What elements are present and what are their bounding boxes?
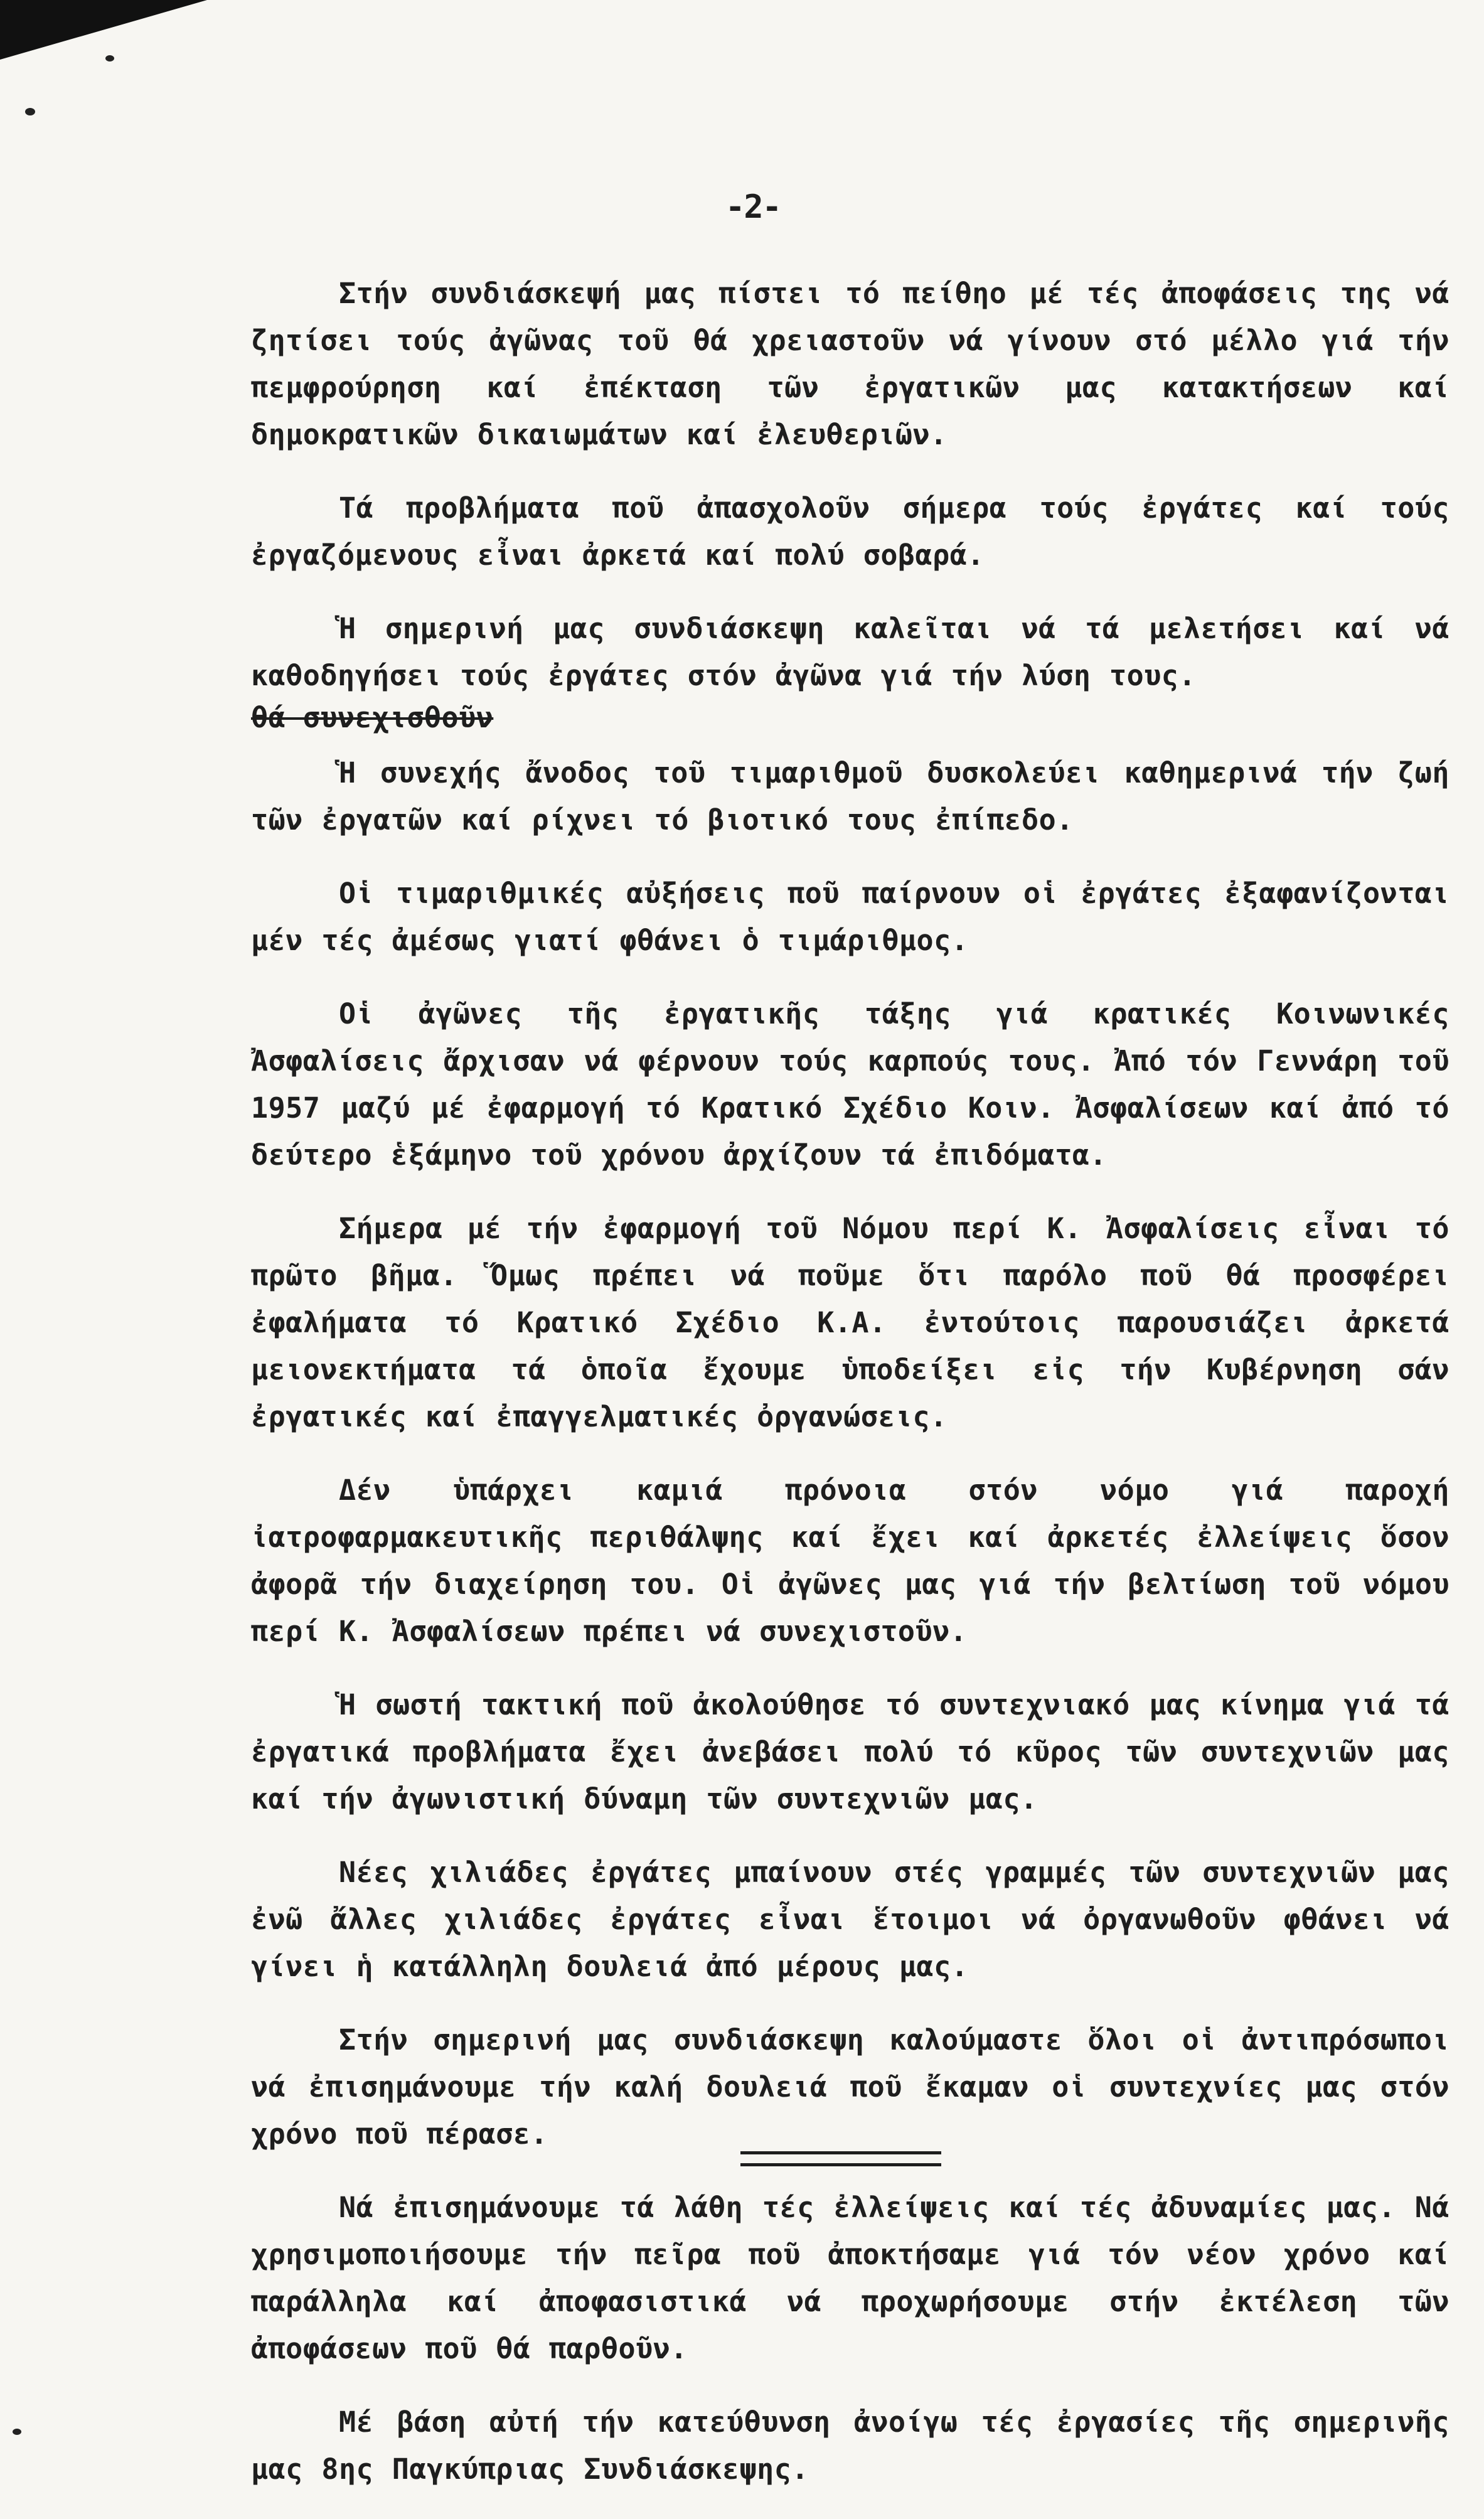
document-body	[251, 270, 1449, 2519]
paragraph-13: Μέ βάση αὐτή τήν κατεύθυνση ἀνοίγω τές ἐργασίες τῆς σημερινῆς μας 8ης Παγκύπριας Συνδιάσκεψης.	[251, 2405, 1449, 2486]
struck-through-line: θά συνεχισθοῦν	[251, 701, 494, 734]
paragraph-7: Σήμερα μέ τήν ἐφαρμογή τοῦ Νόμου περί Κ. Ἀσφαλίσεις εἶναι τό πρῶτο βῆμα. Ὅμως πρέπει νά ποῦμε ὅτι παρόλο ποῦ θά προσφέρει ἐφαλήματα τό Κρατικό Σχέδιο Κ.Α. ἐντούτοις παρουσιάζει ἀρκετά μειονεκτήματα τά ὁποῖα ἔχουμε ὑποδείξει εἰς τήν Κυβέρνηση σάν ἐργατικές καί ἐπαγγελματικές ὀργανώσεις.	[251, 1212, 1449, 1433]
paragraph-11: Στήν σημερινή μας συνδιάσκεψη καλούμαστε ὅλοι οἱ ἀντιπρόσωποι νά ἐπισημάνουμε τήν καλή δουλειά ποῦ ἔκαμαν οἱ συντεχνίες μας στόν χρόνο ποῦ πέρασε.	[251, 2023, 1449, 2151]
scan-speck	[25, 108, 35, 115]
paragraph-12: Νά ἐπισημάνουμε τά λάθη τές ἐλλείψεις καί τές ἀδυναμίες μας. Νά χρησιμοποιήσουμε τήν πεῖρα ποῦ ἀποκτήσαμε γιά τόν νέον χρόνο καί παράλληλα καί ἀποφασιστικά νά προχωρήσουμε στήν ἐκτέλεση τῶν ἀποφάσεων ποῦ θά παρθοῦν.	[251, 2191, 1449, 2365]
paragraph-9: Ἡ σωστή τακτική ποῦ ἀκολούθησε τό συντεχνιακό μας κίνημα γιά τά ἐργατικά προβλήματα ἔχει ἀνεβάσει πολύ τό κῦρος τῶν συντεχνιῶν μας καί τήν ἀγωνιστική δύναμη τῶν συντεχνιῶν μας.	[251, 1688, 1449, 1816]
paragraph-6: Οἱ ἀγῶνες τῆς ἐργατικῆς τάξης γιά κρατικές Κοινωνικές Ἀσφαλίσεις ἄρχισαν νά φέρνουν τούς καρπούς τους. Ἀπό τόν Γεννάρη τοῦ 1957 μαζύ μέ ἐφαρμογή τό Κρατικό Σχέδιο Κοιν. Ἀσφαλίσεων καί ἀπό τό δεύτερο ἑξάμηνο τοῦ χρόνου ἀρχίζουν τά ἐπιδόματα.	[251, 997, 1449, 1172]
paragraph-5: Οἱ τιμαριθμικές αὐξήσεις ποῦ παίρνουν οἱ ἐργάτες ἐξαφανίζονται μέν τές ἀμέσως γιατί φθάνει ὁ τιμάριθμος.	[251, 877, 1449, 957]
paragraph-4: Ἡ συνεχής ἄνοδος τοῦ τιμαριθμοῦ δυσκολεύει καθημερινά τήν ζωή τῶν ἐργατῶν καί ρίχνει τό βιοτικό τους ἐπίπεδο.	[251, 756, 1449, 837]
paragraph-2: Τά προβλήματα ποῦ ἀπασχολοῦν σήμερα τούς ἐργάτες καί τούς ἐργαζόμενους εἶναι ἀρκετά καί πολύ σοβαρά.	[251, 491, 1449, 572]
paragraph-1: Στήν συνδιάσκεψή μας πίστει τό πείθηο μέ τές ἀποφάσεις της νά ζητίσει τούς ἀγῶνας τοῦ θά χρειαστοῦν νά γίνουν στό μέλλο γιά τήν πεμφρούρηση καί ἐπέκταση τῶν ἐργατικῶν μας κατακτήσεων καί δημοκρατικῶν δικαιωμάτων καί ἐλευθεριῶν.	[251, 277, 1449, 451]
scan-speck	[105, 55, 114, 62]
end-of-text-rule	[740, 2151, 941, 2166]
scan-speck	[13, 2429, 21, 2435]
scan-corner-mark	[0, 0, 207, 60]
paragraph-8: Δέν ὑπάρχει καμιά πρόνοια στόν νόμο γιά παροχή ἰατροφαρμακευτικῆς περιθάλψης καί ἔχει καί ἀρκετές ἐλλείψεις ὅσον ἀφορᾶ τήν διαχείρηση του. Οἱ ἀγῶνες μας γιά τήν βελτίωση τοῦ νόμου περί Κ. Ἀσφαλίσεων πρέπει νά συνεχιστοῦν.	[251, 1473, 1449, 1648]
page-number: -2-	[725, 188, 781, 226]
paragraph-3: Ἡ σημερινή μας συνδιάσκεψη καλεῖται νά τά μελετήσει καί νά καθοδηγήσει τούς ἐργάτες στόν ἀγῶνα γιά τήν λύση τους.	[251, 612, 1449, 692]
paragraph-10: Νέες χιλιάδες ἐργάτες μπαίνουν στές γραμμές τῶν συντεχνιῶν μας ἐνῶ ἄλλες χιλιάδες ἐργάτες εἶναι ἕτοιμοι νά ὀργανωθοῦν φθάνει νά γίνει ἡ κατάλληλη δουλειά ἀπό μέρους μας.	[251, 1856, 1449, 1983]
